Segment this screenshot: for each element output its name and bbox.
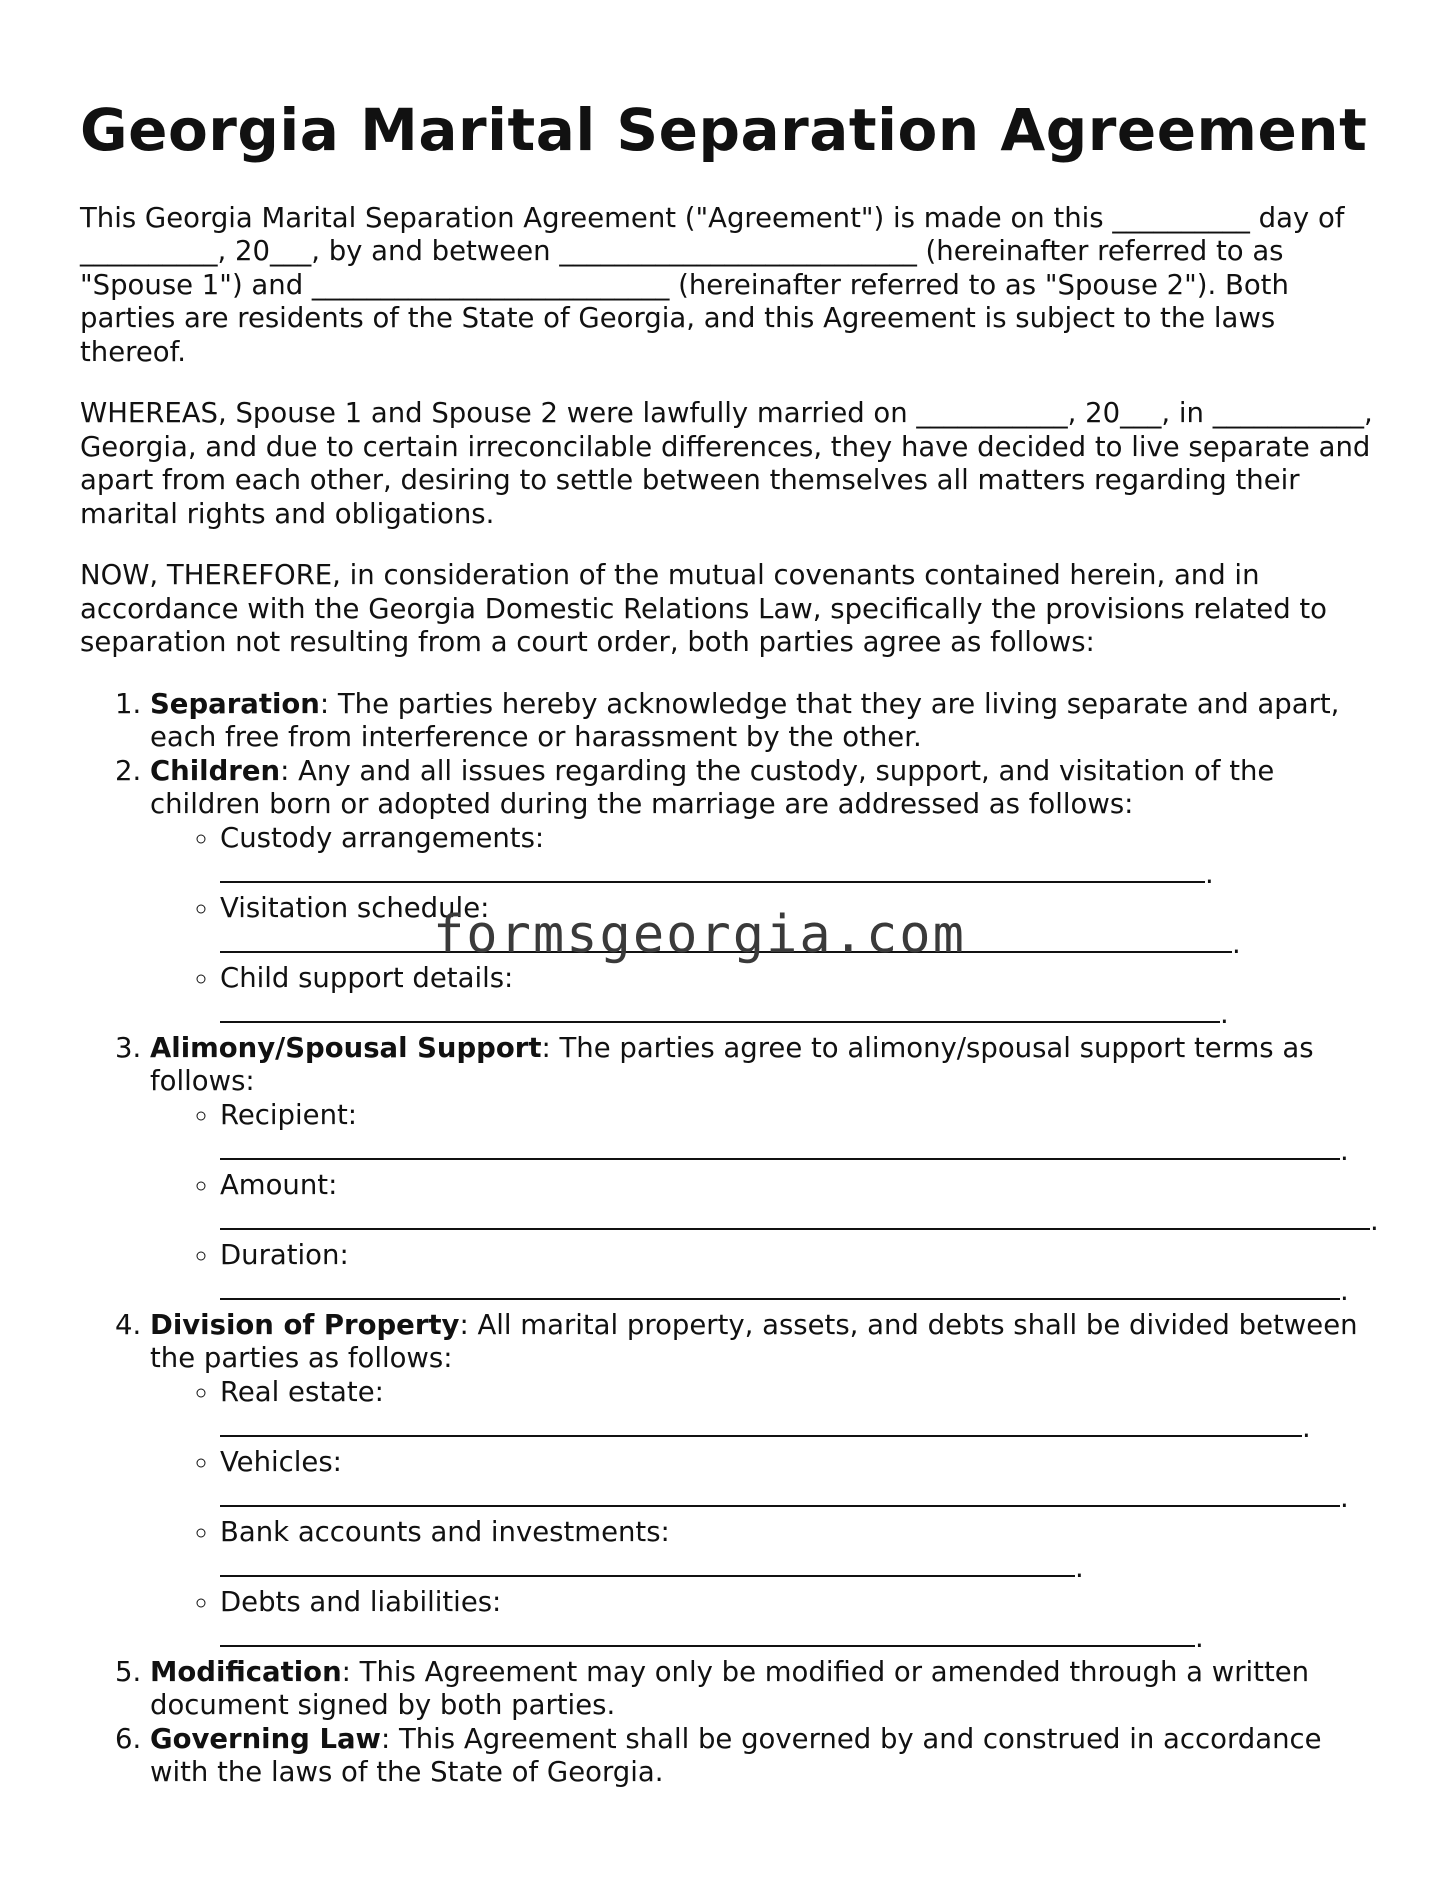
item-label: Debts and liabilities:	[220, 1585, 502, 1618]
item-label: Visitation schedule:	[220, 891, 490, 924]
children-items	[150, 822, 1380, 1032]
item-label: Child support details:	[220, 961, 514, 994]
item-label: Vehicles:	[220, 1445, 342, 1478]
item-label: Custody arrangements:	[220, 821, 545, 854]
amount-blank[interactable]	[220, 1202, 1370, 1230]
now-therefore-paragraph: NOW, THEREFORE, in consideration of the mutual covenants contained herein, and in accordance with the Georgia Domestic Relations Law, specifically the provisions related to separation not resulting from a court order, both parties agree as follows:	[80, 559, 1328, 659]
item-label: Real estate:	[220, 1375, 384, 1408]
alimony-items	[150, 1099, 1380, 1309]
section-heading: Children	[150, 754, 281, 787]
custody-blank[interactable]	[220, 855, 1205, 883]
real-estate-blank[interactable]	[220, 1409, 1302, 1437]
terms-list	[80, 688, 1380, 1790]
vehicles-blank[interactable]	[220, 1479, 1340, 1507]
intro-paragraph: This Georgia Marital Separation Agreement ("Agreement") is made on this __________ day of __________, 20___, by and between __________________________ (hereinafter referred to as "Spouse 1") and __________________________ (hereinafter referred to as "Spouse 2"). Both parties are residents of the State of Georgia, and this Agreement is subject to the laws thereof.	[80, 201, 1345, 368]
section-text: : Any and all issues regarding the custody, support, and visitation of the children born or adopted during the marriage are addressed as follows:	[150, 754, 1275, 821]
child-support-item: ◦ Child support details: .	[220, 962, 1380, 1032]
item-label: Duration:	[220, 1238, 349, 1271]
document-page	[80, 96, 1380, 1790]
section-separation	[150, 688, 1380, 755]
debts-item: ◦ Debts and liabilities: .	[220, 1586, 1380, 1656]
document-title: Georgia Marital Separation Agreement	[80, 96, 1368, 164]
section-alimony	[150, 1032, 1380, 1309]
property-items	[150, 1376, 1380, 1656]
section-text: : All marital property, assets, and debts shall be divided between the parties as follows:	[150, 1308, 1358, 1375]
section-text: : The parties hereby acknowledge that they are living separate and apart, each free from interference or harassment by the other.	[150, 687, 1340, 754]
real-estate-item: ◦ Real estate: .	[220, 1376, 1380, 1446]
item-label: Amount:	[220, 1168, 338, 1201]
section-heading: Modification	[150, 1655, 342, 1688]
item-label: Bank accounts and investments:	[220, 1515, 670, 1548]
duration-blank[interactable]	[220, 1272, 1340, 1300]
watermark: formsgeorgia.com	[433, 905, 966, 965]
item-label: Recipient:	[220, 1098, 358, 1131]
whereas-paragraph: WHEREAS, Spouse 1 and Spouse 2 were lawfully married on ___________, 20___, in ___________, Georgia, and due to certain irreconcilable differences, they have decided to live separate and apart from each other, desiring to settle between themselves all matters regarding their marital rights and obligations.	[80, 397, 1373, 530]
recipient-item: ◦ Recipient: .	[220, 1099, 1380, 1169]
section-heading: Division of Property	[150, 1308, 460, 1341]
visitation-blank[interactable]	[220, 925, 1232, 953]
section-property	[150, 1309, 1380, 1656]
section-governing-law	[150, 1723, 1380, 1790]
child-support-blank[interactable]	[220, 995, 1220, 1023]
bank-accounts-blank[interactable]	[220, 1549, 1075, 1577]
section-text: : The parties agree to alimony/spousal support terms as follows:	[150, 1031, 1314, 1098]
section-text: : This Agreement shall be governed by and construed in accordance with the laws of the State of Georgia.	[150, 1722, 1322, 1789]
section-modification	[150, 1656, 1380, 1723]
vehicles-item: ◦ Vehicles: .	[220, 1446, 1380, 1516]
custody-item: ◦ Custody arrangements: .	[220, 822, 1380, 892]
bank-accounts-item: ◦ Bank accounts and investments: .	[220, 1516, 1380, 1586]
section-heading: Separation	[150, 687, 320, 720]
duration-item: ◦ Duration: .	[220, 1239, 1380, 1309]
visitation-item: ◦ Visitation schedule: .	[220, 892, 1380, 962]
recipient-blank[interactable]	[220, 1132, 1340, 1160]
section-children	[150, 755, 1380, 1032]
debts-blank[interactable]	[220, 1619, 1195, 1647]
section-heading: Governing Law	[150, 1722, 381, 1755]
section-heading: Alimony/Spousal Support	[150, 1031, 542, 1064]
section-text: : This Agreement may only be modified or amended through a written document signed by both parties.	[150, 1655, 1310, 1722]
amount-item: ◦ Amount: .	[220, 1169, 1380, 1239]
